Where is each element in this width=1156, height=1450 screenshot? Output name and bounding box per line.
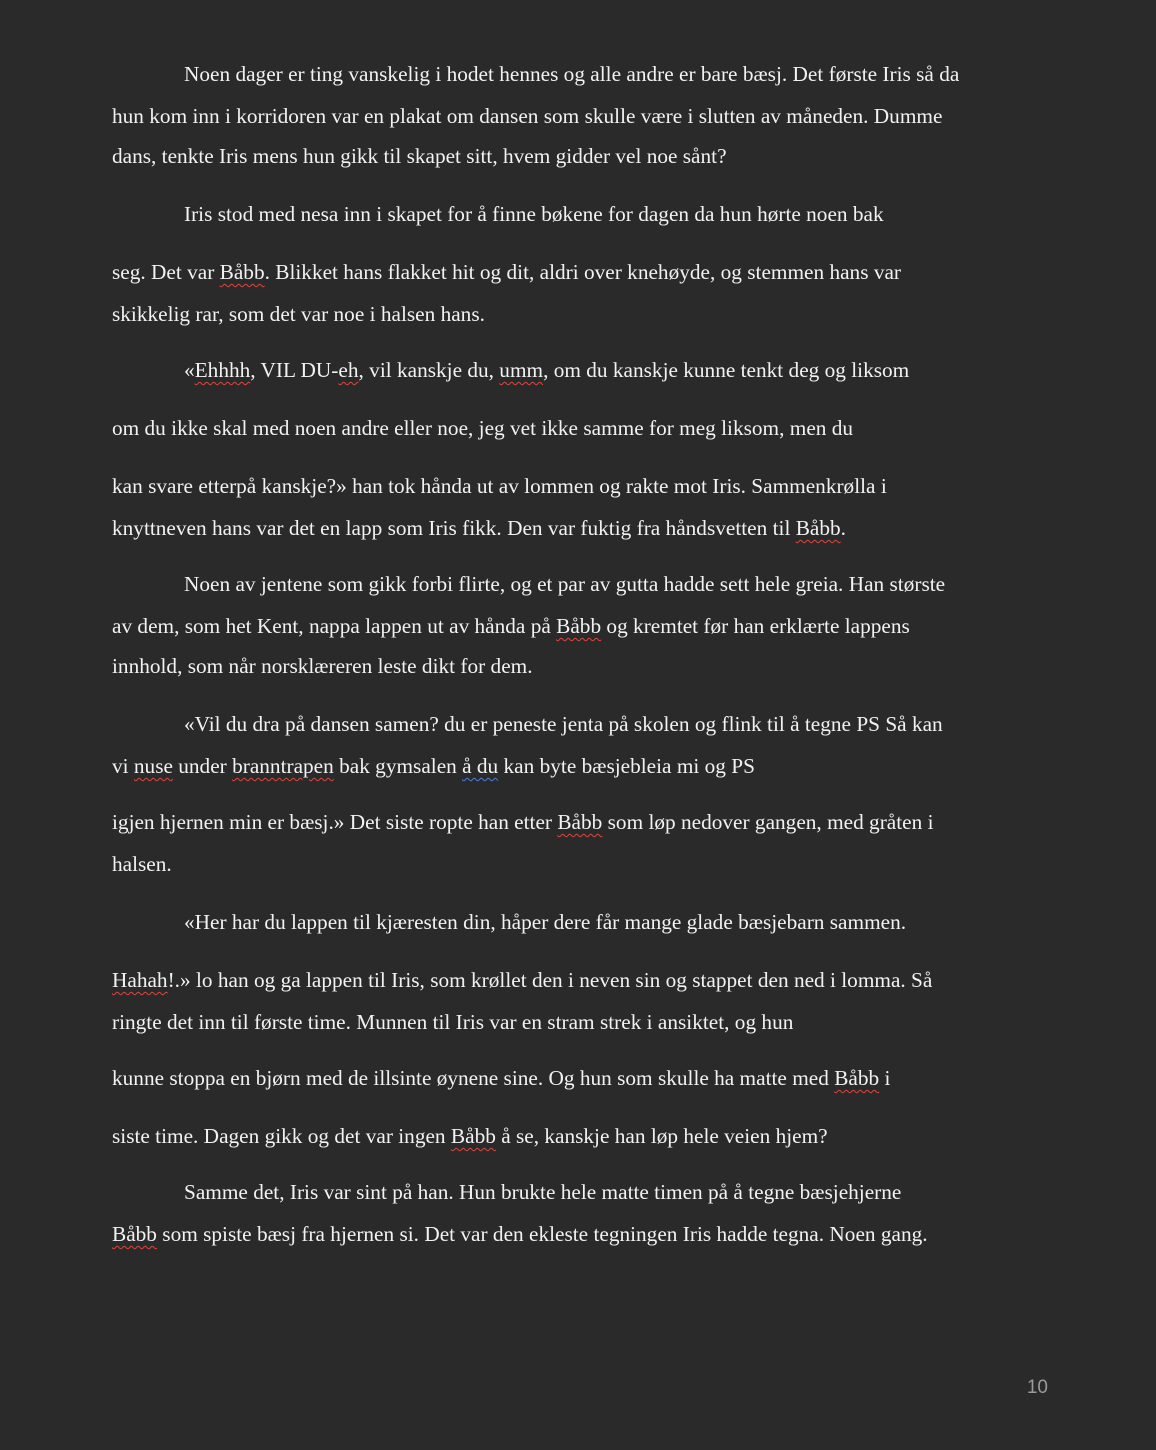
text-line [112, 808, 934, 836]
text-run: igjen hjernen min er bæsj.» Det siste ropte han etter [112, 810, 558, 834]
text-line [112, 514, 846, 542]
text-run: knyttneven hans var det en lapp som Iris fikk. Den var fuktig fra håndsvetten til [112, 516, 796, 540]
text-run: seg. Det var [112, 260, 220, 284]
text-line [112, 1220, 928, 1248]
text-run: om du ikke skal med noen andre eller noe, jeg vet ikke samme for meg liksom, men du [112, 416, 854, 440]
text-run: , om du kanskje kunne tenkt deg og liksom [543, 358, 910, 382]
text-line [112, 1122, 828, 1150]
text-line [112, 102, 942, 130]
misspelled-word[interactable]: Båbb [556, 614, 602, 638]
misspelled-word[interactable]: Båbb [450, 1124, 496, 1148]
text-run: av dem, som het Kent, nappa lappen ut av hånda på [112, 614, 557, 638]
text-line [112, 258, 901, 286]
misspelled-word[interactable]: umm [499, 358, 544, 382]
text-run: å se, kanskje han løp hele veien hjem? [495, 1124, 828, 1148]
text-line [184, 1178, 901, 1206]
text-run: Noen av jentene som gikk forbi flirte, og et par av gutta hadde sett hele greia. Han største [184, 572, 946, 596]
page-number: 10 [1026, 1377, 1048, 1398]
text-line [112, 652, 533, 680]
text-run: , vil kanskje du, [358, 358, 500, 382]
text-run: kunne stoppa en bjørn med de illsinte øynene sine. Og hun som skulle ha matte med [112, 1066, 835, 1090]
text-run: !.» lo han og ga lappen til Iris, som krøllet den i neven sin og stappet den ned i lomma. Så [167, 968, 933, 992]
text-line [184, 356, 909, 384]
text-run: halsen. [112, 852, 172, 876]
text-run: kan svare etterpå kanskje?» han tok hånda ut av lommen og rakte mot Iris. Sammenkrølla i [112, 474, 887, 498]
text-run: vi [112, 754, 134, 778]
misspelled-word[interactable]: Båbb [834, 1066, 880, 1090]
misspelled-word[interactable]: Hahah [112, 968, 168, 992]
text-run: skikkelig rar, som det var noe i halsen hans. [112, 302, 485, 326]
text-run: . [840, 516, 846, 540]
misspelled-word[interactable]: Båbb [219, 260, 265, 284]
text-line [184, 908, 906, 936]
text-run: siste time. Dagen gikk og det var ingen [112, 1124, 451, 1148]
text-line [184, 60, 959, 88]
misspelled-word[interactable]: Båbb [557, 810, 603, 834]
text-run: Iris stod med nesa inn i skapet for å finne bøkene for dagen da hun hørte noen bak [184, 202, 884, 226]
text-run: og kremtet før han erklærte lappens [601, 614, 910, 638]
grammar-flagged-phrase[interactable]: å du [462, 754, 499, 778]
text-line [112, 142, 727, 170]
text-line [184, 200, 884, 228]
misspelled-word[interactable]: nuse [133, 754, 173, 778]
text-line [112, 966, 932, 994]
text-line [112, 752, 755, 780]
misspelled-word[interactable]: Båbb [112, 1222, 157, 1246]
text-run: ringte det inn til første time. Munnen til Iris var en stram strek i ansiktet, og hun [112, 1010, 794, 1034]
text-run: . Blikket hans flakket hit og dit, aldri over knehøyde, og stemmen hans var [264, 260, 902, 284]
misspelled-word[interactable]: branntrapen [232, 754, 334, 778]
misspelled-word[interactable]: Båbb [795, 516, 841, 540]
text-run: kan byte bæsjebleia mi og PS [498, 754, 755, 778]
text-line [112, 414, 853, 442]
text-run: Noen dager er ting vanskelig i hodet hennes og alle andre er bare bæsj. Det første Iris så da [184, 62, 960, 86]
text-line [184, 710, 943, 738]
text-run: i [879, 1066, 891, 1090]
text-line [112, 1008, 793, 1036]
text-line [184, 570, 945, 598]
text-run: som spiste bæsj fra hjernen si. Det var den ekleste tegningen Iris hadde tegna. Noen gang. [156, 1222, 928, 1246]
text-run: , VIL DU- [250, 358, 339, 382]
text-run: « [184, 358, 195, 382]
misspelled-word[interactable]: eh [338, 358, 359, 382]
text-run: under [172, 754, 233, 778]
misspelled-word[interactable]: Ehhhh [194, 358, 251, 382]
text-line [112, 1064, 890, 1092]
text-line [112, 612, 910, 640]
text-run: hun kom inn i korridoren var en plakat om dansen som skulle være i slutten av måneden. Dumme [112, 104, 943, 128]
text-line [112, 850, 172, 878]
text-line [112, 472, 887, 500]
text-run: bak gymsalen [333, 754, 463, 778]
text-line [112, 300, 485, 328]
text-run: Samme det, Iris var sint på han. Hun brukte hele matte timen på å tegne bæsjehjerne [184, 1180, 902, 1204]
text-run: «Her har du lappen til kjæresten din, håper dere får mange glade bæsjebarn sammen. [184, 910, 907, 934]
text-run: som løp nedover gangen, med gråten i [602, 810, 934, 834]
text-run: innhold, som når norsklæreren leste dikt for dem. [112, 654, 533, 678]
text-run: dans, tenkte Iris mens hun gikk til skapet sitt, hvem gidder vel noe sånt? [112, 144, 727, 168]
text-run: «Vil du dra på dansen samen? du er peneste jenta på skolen og flink til å tegne PS Så kan [184, 712, 943, 736]
